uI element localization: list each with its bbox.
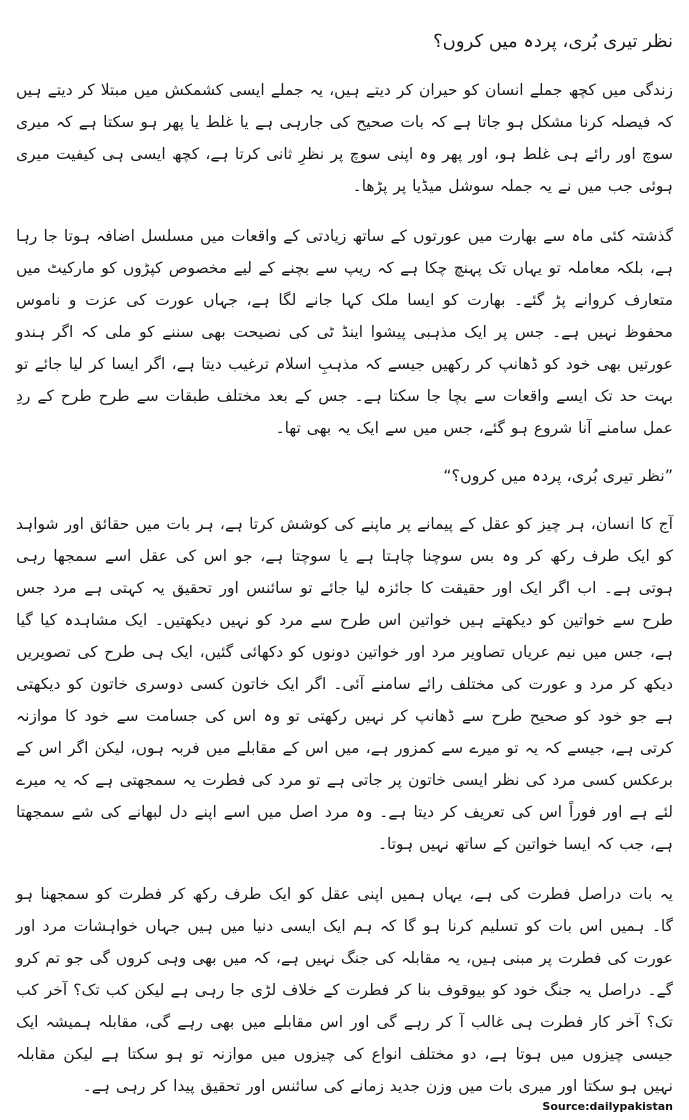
quoted-subheading: ”نظر تیری بُری، پردہ میں کروں؟“ — [443, 466, 673, 485]
article-paragraph-conclusion: یہ بات دراصل فطرت کی ہے، یہاں ہمیں اپنی عقل کو ایک طرف رکھ کر فطرت کو سمجھنا ہو گا۔ ہمیں اس بات کو تسلیم کرنا ہو گا کہ ہم ایک ایسی دنیا میں ہیں جہاں خواہشات مرد اور عورت کی فطرت پر مبنی ہیں، یہ مقابلہ کی جنگ نہیں ہے، کہ میں بھی وہی کروں گی جو تم کرو گے۔ دراصل یہ جنگ خود کو بیوقوف بنا کر فطرت کے خلاف لڑی جا رہی ہے لیکن کب تک؟ آخر کب تک؟ آخر کار فطرت ہی غالب آ کر رہے گی اور اس مقابلے میں بھی رہے گی، مقابلہ ہمیشہ ایک جیسی چیزوں میں ہوتا ہے، دو مختلف انواع کی چیزوں میں موازنہ تو ہو سکتا ہے لیکن مقابلہ نہیں ہو سکتا اور میری بات میں وزن جدید زمانے کی سائنس اور تحقیق پیدا کر رہی ہے۔ — [16, 885, 673, 1095]
article-title: نظر تیری بُری، پردہ میں کروں؟ — [433, 31, 673, 52]
article-paragraph-background: گذشتہ کئی ماہ سے بھارت میں عورتوں کے ساتھ زیادتی کے واقعات میں مسلسل اضافہ ہوتا جا رہا ہے، بلکہ معاملہ تو یہاں تک پہنچ چکا ہے کہ ریپ سے بچنے کے لیے مخصوص کپڑوں کو مارکیٹ میں متعارف کروانے پڑ گئے۔ بھارت کو ایسا ملک کہا جانے لگا ہے، جہاں عورت کی عزت و ناموس محفوظ نہیں ہے۔ جس پر ایک مذہبی پیشوا اینڈ ٹی کی نصیحت بھی سننے کو ملی کہ اگر ہندو عورتیں بھی خود کو ڈھانپ کر رکھیں جیسے کہ مذہبِ اسلام ترغیب دیتا ہے، اگر ایسا کر لیا جائے تو بہت حد تک ایسے واقعات سے بچا جا سکتا ہے۔ جس کے بعد مختلف طبقات سے طرح طرح کے ردِ عمل سامنے آنا شروع ہو گئے، جس میں سے ایک یہ بھی تھا۔ — [16, 227, 673, 437]
article — [16, 28, 673, 1120]
article-paragraph-science: آج کا انسان، ہر چیز کو عقل کے پیمانے پر ماپنے کی کوشش کرتا ہے، ہر بات میں حقائق اور شواہد کو ایک طرف رکھ کر وہ بس سوچنا چاہتا ہے یا سوچتا ہے، جو اس کی عقل اسے سمجھا رہی ہوتی ہے۔ اب اگر ایک اور حقیقت کا جائزہ لیا جائے تو سائنس اور تحقیق یہ کہتی ہے مرد جس طرح سے خواتین کو دیکھتے ہیں خواتین اس طرح سے مرد کو نہیں دیکھتیں۔ ایک مشاہدہ کیا گیا ہے، جس میں نیم عریاں تصاویر مرد اور خواتین دونوں کو دکھائی گئیں، ایک ہی طرح کی تصویریں دیکھ کر مرد و عورت کی مختلف رائے سامنے آئی۔ اگر ایک خاتون کسی دوسری خاتون کو دیکھتی ہے جو خود کو صحیح طرح سے ڈھانپ کر نہیں رکھتی تو وہ اس کی جسامت سے خود کا موازنہ کرتی ہے، جیسے کہ یہ تو میرے سے کمزور ہے، میں اس کے مقابلے میں فربہ ہوں، لیکن اگر اس کے برعکس کسی مرد کی نظر ایسی خاتون پر جاتی ہے تو مرد کی فطرت یہ سمجھتی ہے کہ یہ میرے لئے ہے اور فوراً اس کی تعریف کر دیتا ہے۔ وہ مرد اصل میں اسے اپنے دل لبھانے کی شے سمجھتا ہے، جب کہ ایسا خواتین کے ساتھ نہیں ہوتا۔ — [16, 515, 673, 853]
source-credit: Source:dailypakistan — [542, 1100, 673, 1113]
article-paragraph-intro: زندگی میں کچھ جملے انسان کو حیران کر دیتے ہیں، یہ جملے ایسی کشمکش میں مبتلا کر دیتے ہیں کہ فیصلہ کرنا مشکل ہو جاتا ہے کہ بات صحیح کی جارہی ہے یا غلط یا پھر ہو سکتا ہے کہ میری سوچ اور رائے ہی غلط ہو، اور پھر وہ اپنی سوچ پر نظرِ ثانی کرتا ہے، کچھ ایسی ہی کیفیت میری ہوئی جب میں نے یہ جملہ سوشل میڈیا پر پڑھا۔ — [16, 81, 673, 195]
